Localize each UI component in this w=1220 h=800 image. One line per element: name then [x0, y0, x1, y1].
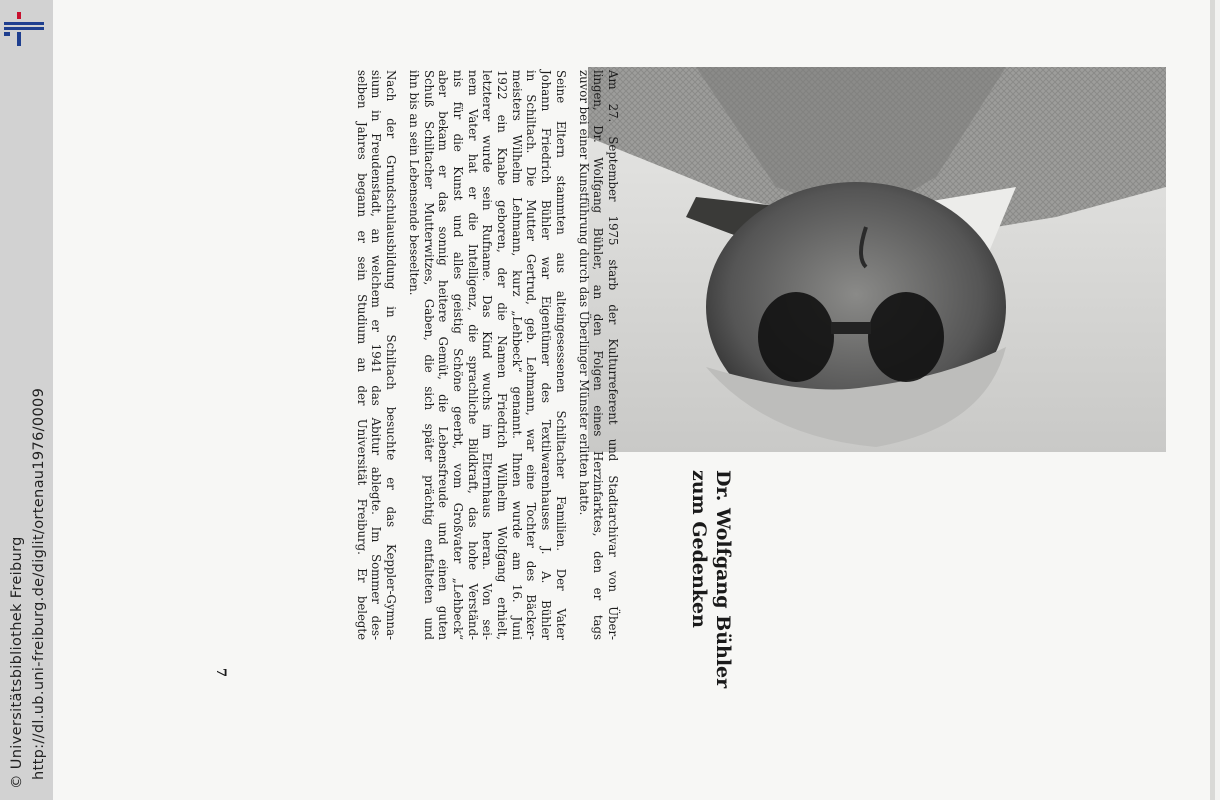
text-line: 1922 ein Knabe geboren, der die Namen Friedrich Wilhelm Wolfgang erhielt,: [495, 70, 510, 640]
paragraph-1: [576, 70, 620, 640]
text-line: Johann Friedrich Bühler war Eigentümer des Textilwarenhauses J. A. Bühler: [539, 70, 554, 640]
viewer-sidebar: [0, 0, 53, 800]
article-body: [346, 70, 620, 640]
page-number: 7: [213, 668, 228, 678]
text-line: nem Vater hat er die Intelligenz, die sprachliche Bildkraft, das hohe Verständ-: [465, 70, 480, 640]
text-line: lingen, Dr. Wolfgang Bühler, an den Folgen eines Herzinfarktes, den er tags: [591, 70, 606, 640]
text-line: meisters Wilhelm Lehmann, kurz „Lehbeck“ genannt. Ihnen wurde am 16. Juni: [509, 70, 524, 640]
text-line: Schuß Schiltacher Mutterwitzes, Gaben, die sich später prächtig entfalteten und: [421, 70, 436, 640]
text-line: in Schiltach. Die Mutter Gertrud, geb. Lehmann, war eine Tochter des Bäcker-: [524, 70, 539, 640]
text-line: sium in Freudenstadt, an welchem er 1941 das Abitur ablegte. Im Sommer des-: [369, 70, 384, 640]
rotated-page-content: [53, 0, 1215, 800]
text-line: ihn bis an sein Lebensende beseelten.: [406, 70, 421, 296]
portrait-photo: [588, 67, 1166, 452]
text-line: zuvor bei einer Kunstführung durch das Überlinger Münster erlitten hatte.: [576, 70, 591, 516]
article-title: [687, 470, 735, 770]
paragraph-3: [354, 70, 398, 640]
text-line: letzterer wurde sein Rufname. Das Kind wuchs im Elternhaus heran. Von sei-: [480, 70, 495, 640]
copyright-notice: © Universitätsbibliothek Freiburg: [9, 536, 25, 789]
text-line: Nach der Grundschulausbildung in Schiltach besuchte er das Keppler-Gymna-: [384, 70, 399, 640]
text-line: aber bekam er das sonnig heitere Gemüt, die Lebensfreude und einen guten: [436, 70, 451, 640]
text-line: nis für die Kunst und alles geistig Schöne geerbt, vom Großvater „Lehbeck“: [450, 70, 465, 640]
source-url[interactable]: http://dl.ub.uni-freiburg.de/diglit/ortenau1976/0009: [31, 387, 47, 780]
text-line: Seine Eltern stammten aus alteingesessenen Schiltacher Familien. Der Vater: [553, 70, 568, 640]
text-line: selben Jahres begann er sein Studium an der Universität Freiburg. Er belegte: [354, 70, 369, 640]
paragraph-2: [406, 70, 568, 640]
text-line: Am 27. September 1975 starb der Kulturreferent und Stadtarchivar von Über-: [606, 70, 620, 640]
title-line-1: Dr. Wolfgang Bühler: [712, 470, 734, 689]
title-line-2: zum Gedenken: [688, 470, 710, 628]
